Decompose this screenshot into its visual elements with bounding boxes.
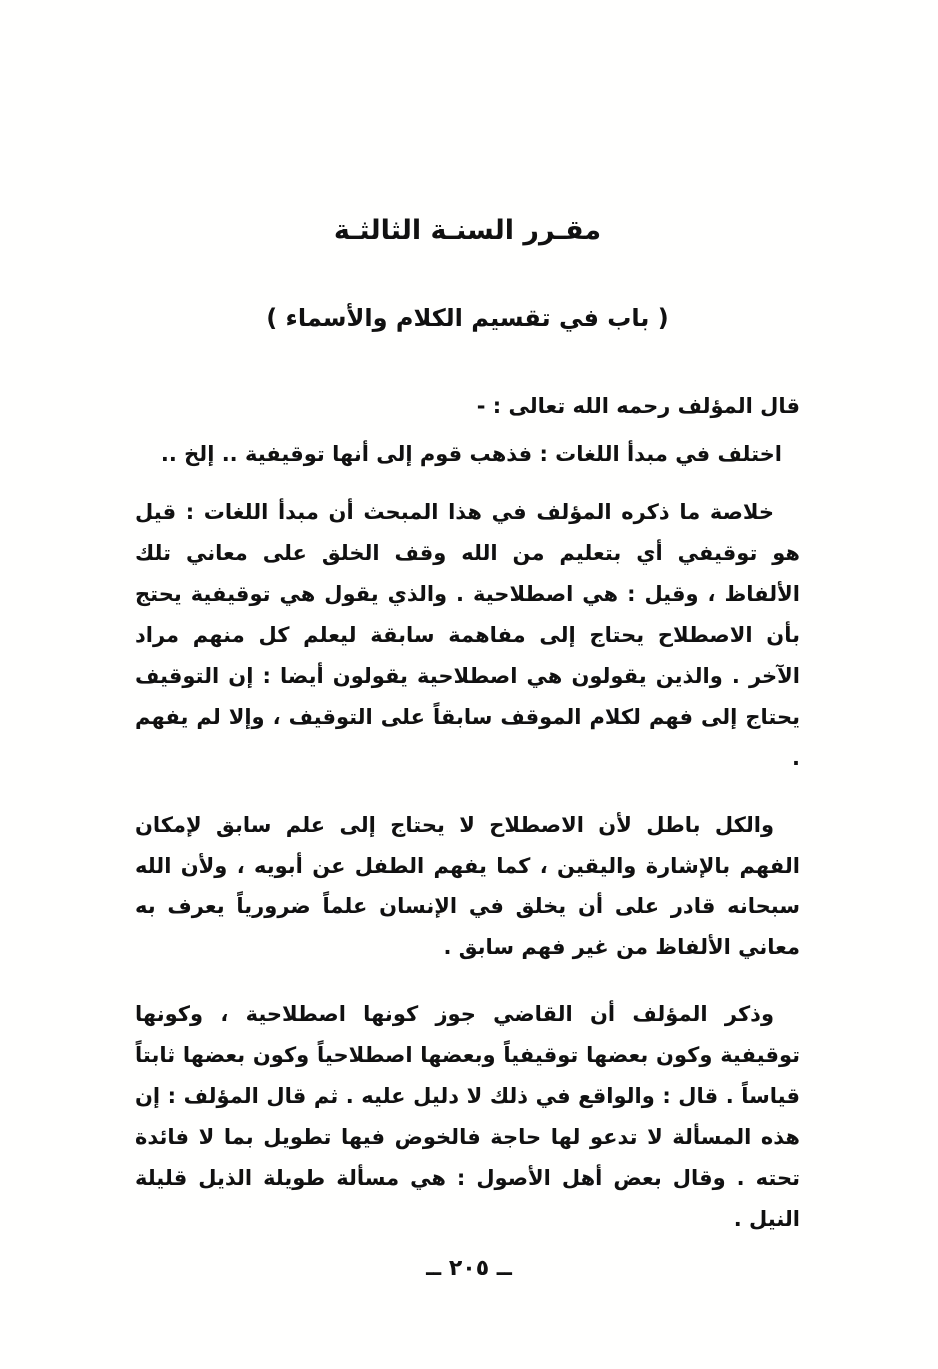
paragraph: خلاصة ما ذكره المؤلف في هذا المبحث أن مبدأ اللغات : قيل هو توقيفي أي بتعليم من الله وقف الخلق على معاني تلك الألفاظ ، وقيل : هي اصطلاحية . والذي يقول هي توقيفية يحتج بأن الاصطلاح يحتاج إلى مفاهمة سابقة ليعلم كل منهم مراد الآخر . والذين يقولون هي اصطلاحية يقولون أيضا : إن التوقيف يحتاج إلى فهم لكلام الموقف سابقاً على التوقيف ، وإلا لم يفهم .	[135, 500, 800, 770]
author-line: قال المؤلف رحمه الله تعالى : -	[476, 394, 800, 418]
paragraph: والكل باطل لأن الاصطلاح لا يحتاج إلى علم سابق لإمكان الفهم بالإشارة واليقين ، كما يفهم الطفل عن أبويه ، ولأن الله سبحانه قادر على أن يخلق في الإنسان علماً ضرورياً يعرف به معاني الألفاظ من غير فهم سابق .	[135, 812, 800, 960]
page-title: مقـرر السنـة الثالثـة	[333, 215, 602, 246]
page-number: ــ ٢٠٥ ــ	[426, 1256, 512, 1281]
opening-quote: اختلف في مبدأ اللغات : فذهب قوم إلى أنها توقيفية .. إلخ ..	[160, 442, 782, 466]
paragraph: وذكر المؤلف أن القاضي جوز كونها اصطلاحية ، وكونها توقيفية وكون بعضها توقيفياً وبعضها اصطلاحياً وكون بعضها ثابتاً قياساً . قال : والواقع في ذلك لا دليل عليه . ثم قال المؤلف : إن هذه المسألة لا تدعو لها حاجة فالخوض فيها تطويل بما لا فائدة تحته . وقال بعض أهل الأصول : هي مسألة طويلة الذيل قليلة النيل .	[135, 1002, 800, 1231]
chapter-heading: ( باب في تقسيم الكلام والأسماء )	[266, 304, 669, 332]
page-content	[135, 215, 800, 1369]
